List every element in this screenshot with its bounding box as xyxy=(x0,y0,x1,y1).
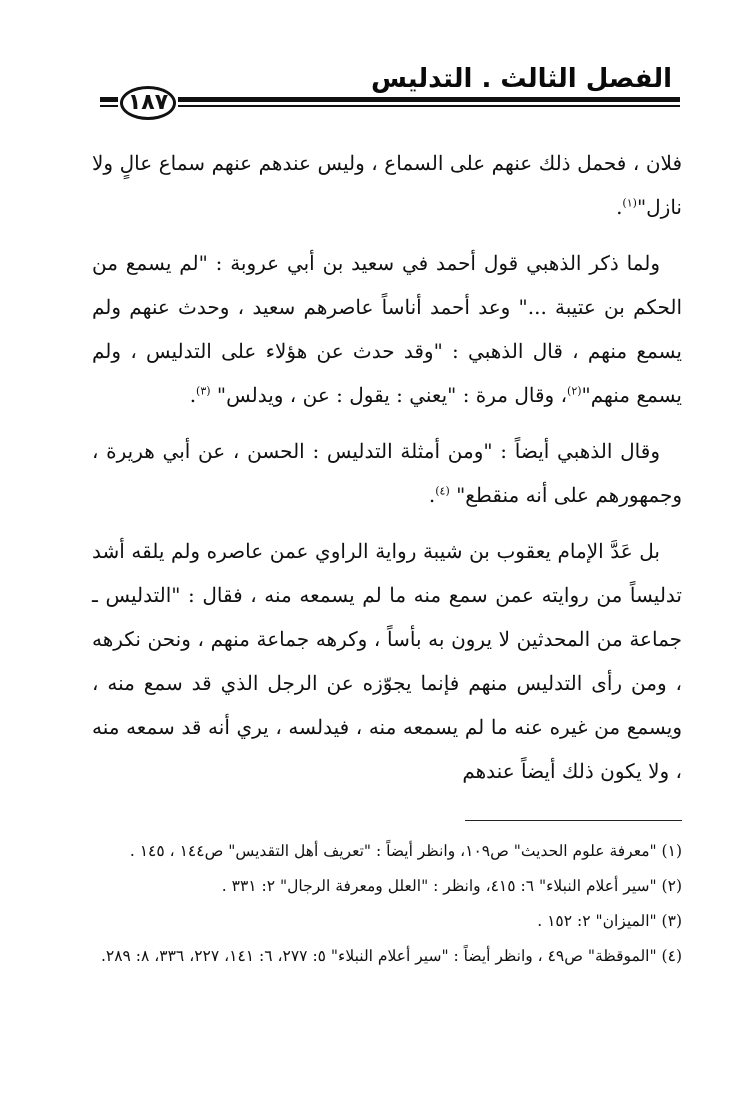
page-number: ١٨٧ xyxy=(120,86,176,120)
footnote-separator xyxy=(465,820,682,821)
footnote-ref-4: (٤) xyxy=(435,484,450,498)
main-text xyxy=(92,141,682,805)
footnotes xyxy=(88,834,682,974)
footnote-3: (٣) "الميزان" ٢: ١٥٢ . xyxy=(537,912,682,930)
paragraph-2: ولما ذكر الذهبي قول أحمد في سعيد بن أبي عروبة : "لم يسمع من الحكم بن عتيبة ..." وعد أحمد أناساً عاصرهم سعيد ، وحدث عنهم ولم يسمع منهم ، قال الذهبي : "وقد حدث عن هؤلاء على التدليس ، ولم يسمع منهم"$^{(٢)}$، وقال مرة : "يعني : يقول : عن ، ويدلس" $^{(٣)}$. xyxy=(92,251,682,407)
footnote-ref-3: (٣) xyxy=(196,384,211,398)
rule-left-thick xyxy=(100,97,118,102)
footnote-ref-2: (٢) xyxy=(567,384,582,398)
paragraph-1: فلان ، فحمل ذلك عنهم على السماع ، وليس عندهم عنهم سماع عالٍ ولا نازل"$^{(١)}$. xyxy=(92,151,683,219)
footnote-2: (٢) "سير أعلام النبلاء" ٦: ٤١٥، وانظر : "العلل ومعرفة الرجال" ٢: ٣٣١ . xyxy=(221,877,682,895)
footnote-ref-1: (١) xyxy=(622,196,637,210)
rule-thin-line xyxy=(178,105,680,107)
footnote-1: (١) "معرفة علوم الحديث" ص١٠٩، وانظر أيضاً : "تعريف أهل التقديس" ص١٤٤ ، ١٤٥ . xyxy=(129,842,682,860)
header-rule xyxy=(100,88,680,118)
paragraph-4: بل عَدَّ الإمام يعقوب بن شيبة رواية الراوي عمن عاصره ولم يلقه أشد تدليساً من روايته عمن سمع منه ما لم يسمعه منه ، فقال : "التدليس ـ جماعة من المحدثين لا يرون به بأساً ، وكرهه جماعة منهم ، ونحن نكرهه ، ومن رأى التدليس منهم فإنما يجوّزه عن الرجل الذي قد سمع منه ، ويسمع من غيره عنه ما لم يسمعه منه ، فيدلسه ، يري أنه قد سمعه منه ، ولا يكون ذلك أيضاً عندهم xyxy=(92,539,683,783)
footnote-4: (٤) "الموقظة" ص٤٩ ، وانظر أيضاً : "سير أعلام النبلاء" ٥: ٢٧٧، ٦: ١٤١، ٢٢٧، ٣٣٦، ٨: ٢٨٩. xyxy=(100,947,682,965)
rule-left-thin xyxy=(100,105,118,107)
paragraph-3: وقال الذهبي أيضاً : "ومن أمثلة التدليس : الحسن ، عن أبي هريرة ، وجمهورهم على أنه منقطع" $^{(٤)}$. xyxy=(92,439,682,507)
rule-thick-line xyxy=(178,97,680,102)
chapter-title: الفصل الثالث . التدليس xyxy=(370,64,672,94)
